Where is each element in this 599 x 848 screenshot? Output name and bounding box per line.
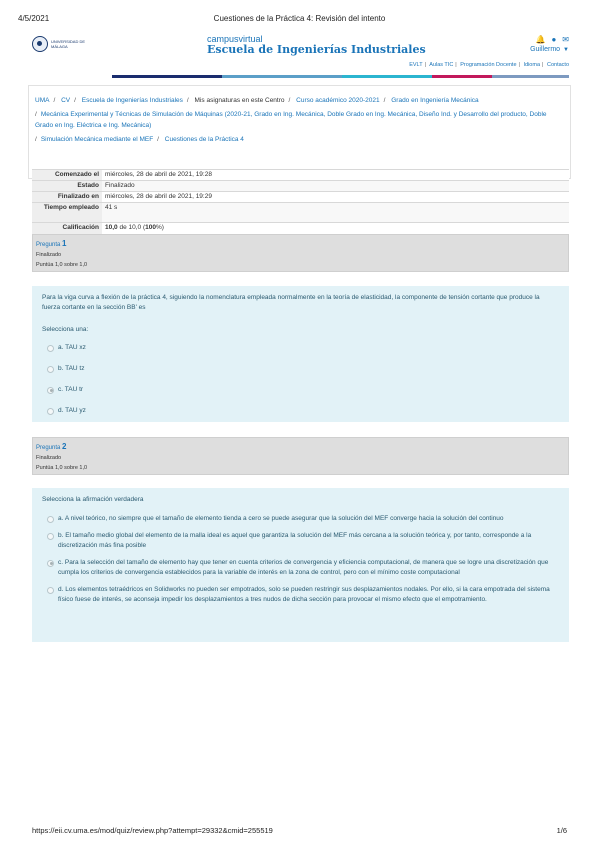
color-segment [222, 75, 342, 78]
breadcrumb-curso[interactable]: Curso académico 2020-2021 [296, 97, 380, 104]
answer-option[interactable] [42, 406, 559, 416]
answer-option[interactable] [42, 531, 559, 551]
breadcrumb: UMA / CV / Escuela de Ingenierías Industriales / Mis asignaturas en este Centro / Curso académico 2020-2021 / Grado en Ingeniería Mecánica / Mecánica Experimental y Técnicas de Simulación de Máquinas (2020-21, Grado en Ing. Mecánica, Doble Grado en Ing. Mecánica, Diseño Ind. y Desarrollo del producto, Doble Grado en Ing. Eléctrica e Ing. Mecánica) / Simulación Mecánica mediante el MEF / Cuestiones de la Práctica 4 [28, 85, 571, 179]
answer-label: d. Los elementos tetraédricos en Solidworks no pueden ser empotrados, solo se pueden restringir sus desplazamientos nodales. Por ello, si la cara empotrada del sistema físico fuese de interés, se aconseja impedir los desplazamientos a tres nudos de dicha sección para provocar el mismo efecto que el empotramiento. [58, 586, 550, 603]
question-content [32, 488, 569, 642]
top-link-aulas-tic[interactable]: Aulas TIC [429, 62, 454, 68]
page-number: 1/6 [556, 826, 567, 835]
print-header [18, 14, 581, 26]
summary-value: Finalizado [102, 181, 569, 192]
question-number: Pregunta 2 [36, 442, 67, 451]
brand-color-bar [32, 75, 569, 78]
answer-label: a. TAU xz [58, 344, 86, 351]
summary-value: miércoles, 28 de abril de 2021, 19:29 [102, 192, 569, 203]
print-date: 4/5/2021 [18, 14, 50, 23]
question-score: Puntúa 1,0 sobre 1,0 [36, 262, 88, 268]
summary-label: Calificación [32, 223, 102, 234]
color-segment [492, 75, 569, 78]
summary-row [32, 192, 569, 203]
top-links: EVLT | Aulas TIC | Programación Docente | Idioma | Contacto [409, 62, 569, 68]
print-footer [32, 826, 567, 838]
answer-option[interactable] [42, 385, 559, 395]
summary-row [32, 170, 569, 181]
caret-down-icon: ▼ [563, 47, 569, 53]
summary-label: Estado [32, 181, 102, 192]
question-status: Finalizado [36, 455, 62, 461]
color-segment [432, 75, 492, 78]
university-seal-icon [32, 36, 48, 52]
grade-percent: 100 [145, 224, 156, 231]
top-link-evlt[interactable]: EVLT [409, 62, 423, 68]
question-score: Puntúa 1,0 sobre 1,0 [36, 465, 88, 471]
grade-mid: de 10,0 ( [117, 224, 146, 231]
summary-value [102, 223, 569, 234]
question-status: Finalizado [36, 252, 62, 258]
breadcrumb-escuela[interactable]: Escuela de Ingenierías Industriales [81, 97, 183, 104]
radio-button[interactable] [47, 366, 54, 373]
summary-row [32, 203, 569, 223]
summary-label: Finalizado en [32, 192, 102, 203]
breadcrumb-cv[interactable]: CV [61, 97, 71, 104]
answer-label: c. Para la selección del tamaño de elemento hay que tener en cuenta criterios de convergencia y eficiencia computacional, de manera que se logre una discretización que cumpla los criterios de convergencia establecidos para la variable de interés en la zona de control, pero con el mínimo coste computacional [58, 559, 549, 576]
question-prompt: Selecciona la afirmación verdadera [42, 496, 144, 503]
user-menu [519, 34, 569, 53]
attempt-summary-table [32, 169, 569, 234]
breadcrumb-grado[interactable]: Grado en Ingeniería Mecánica [391, 97, 479, 104]
radio-button-selected[interactable] [47, 387, 54, 394]
grade-end: %) [155, 224, 164, 231]
radio-button[interactable] [47, 587, 54, 594]
breadcrumb-mis-asignaturas: Mis asignaturas en este Centro [194, 97, 285, 104]
top-link-programacion-docente[interactable]: Programación Docente [460, 62, 517, 68]
question-prompt: Para la viga curva a flexión de la práctica 4, siguiendo la nomenclatura empleada normalmente en la teoría de elasticidad, la componente de tensión cortante que produce la fuerza cortante en la sección BB' es [42, 294, 540, 311]
answer-option[interactable] [42, 585, 559, 605]
answer-label: b. TAU tz [58, 365, 85, 372]
summary-row [32, 181, 569, 192]
breadcrumb-section[interactable]: Simulación Mecánica mediante el MEF [40, 136, 154, 143]
top-link-contacto[interactable]: Contacto [546, 62, 569, 68]
color-segment [112, 75, 222, 78]
breadcrumb-uma[interactable]: UMA [35, 97, 50, 104]
chat-icon[interactable]: ● [551, 34, 557, 44]
breadcrumb-course[interactable]: Mecánica Experimental y Técnicas de Simulación de Máquinas (2020-21, Grado en Ing. Mecánica, Doble Grado en Ing. Mecánica, Diseño Ind. y Desarrollo del producto, Doble Grado en Ing. Eléctrica e Ing. Mecánica) [35, 111, 547, 129]
summary-label: Tiempo empleado [32, 203, 102, 223]
radio-button-selected[interactable] [47, 560, 54, 567]
color-segment [32, 75, 112, 78]
page-url: https://eii.cv.uma.es/mod/quiz/review.php?attempt=29332&cmid=255519 [32, 826, 273, 835]
question-info [32, 234, 569, 272]
summary-label: Comenzado el [32, 170, 102, 181]
print-title: Cuestiones de la Práctica 4: Revisión del intento [213, 14, 386, 23]
breadcrumb-quiz[interactable]: Cuestiones de la Práctica 4 [164, 136, 244, 143]
answer-label: d. TAU yz [58, 407, 86, 414]
summary-value: miércoles, 28 de abril de 2021, 19:28 [102, 170, 569, 181]
user-name: Guillermo [530, 46, 561, 53]
radio-button[interactable] [47, 345, 54, 352]
answer-label: a. A nivel teórico, no siempre que el tamaño de elemento tienda a cero se puede asegurar que la solución del MEF converge hacia la solución del continuo [58, 515, 504, 522]
mail-icon[interactable]: ✉ [562, 34, 569, 44]
color-segment [342, 75, 432, 78]
summary-row [32, 223, 569, 234]
answer-option[interactable] [42, 364, 559, 374]
question-instruction: Selecciona una: [42, 326, 89, 333]
radio-button[interactable] [47, 408, 54, 415]
user-menu-toggle[interactable] [519, 46, 569, 53]
bell-icon[interactable]: 🔔 [535, 34, 546, 44]
answer-option[interactable] [42, 558, 559, 578]
radio-button[interactable] [47, 516, 54, 523]
question-number: Pregunta 1 [36, 239, 67, 248]
site-name: Escuela de Ingenierías Industriales [207, 43, 426, 56]
grade-value: 10,0 [105, 224, 118, 231]
answer-option[interactable] [42, 514, 559, 524]
question-info [32, 437, 569, 475]
radio-button[interactable] [47, 533, 54, 540]
site-subtitle: campusvirtual [207, 34, 263, 44]
site-title[interactable] [207, 34, 426, 56]
answer-label: b. El tamaño medio global del elemento de la malla ideal es aquel que garantiza la solución del MEF más cercana a la solución teórica y, por tanto, corresponde a la discretización más fina posible [58, 532, 532, 549]
logo-text: UNIVERSIDAD DE MÁLAGA [51, 39, 86, 49]
answer-option[interactable] [42, 343, 559, 353]
university-logo[interactable] [32, 34, 92, 54]
answer-label: c. TAU tr [58, 386, 84, 393]
top-link-idioma[interactable]: Idioma [523, 62, 541, 68]
summary-value: 41 s [102, 203, 569, 223]
question-content [32, 286, 569, 422]
